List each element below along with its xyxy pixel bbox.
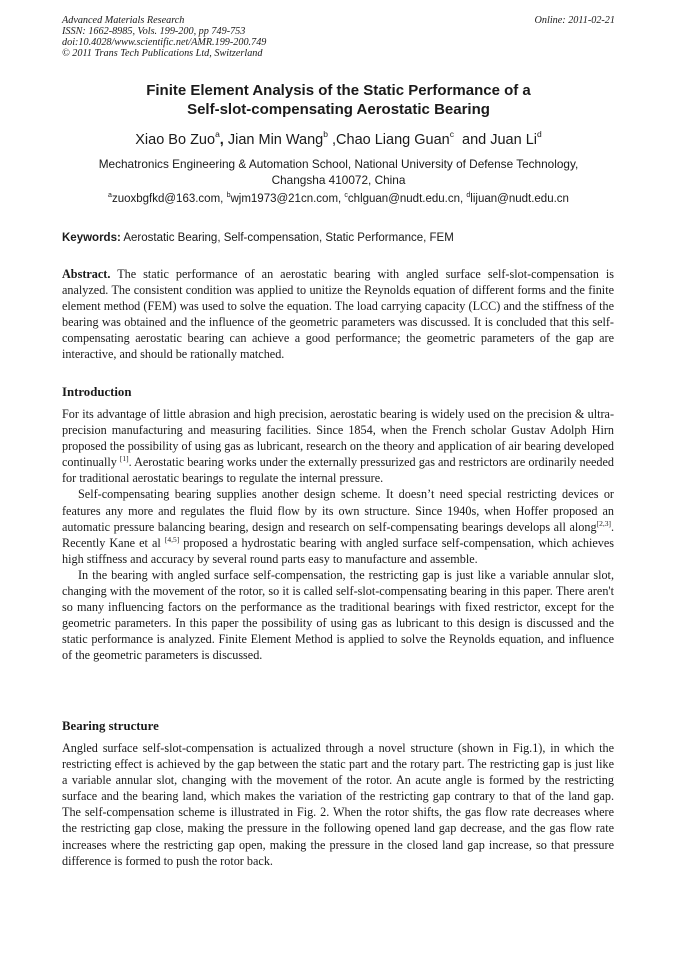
bearing-structure-body (62, 740, 614, 869)
affiliation-line-2: Changsha 410072, China (271, 172, 406, 187)
email-address[interactable]: wjm1973@21cn.com (230, 193, 339, 205)
title-line-2: Self-slot-compensating Aerostatic Bearing (187, 101, 490, 118)
paragraph (62, 486, 614, 566)
author-affil-mark: d (537, 129, 542, 139)
email-address[interactable]: lijuan@nudt.edu.cn (470, 193, 569, 205)
section-heading-bearing-structure: Bearing structure (62, 719, 159, 733)
email-separator: , (220, 193, 227, 205)
paragraph (62, 406, 614, 486)
paragraph: Angled surface self-slot-compensation is actualized through a novel structure (shown in Fig.1), in which the restricting effect is achieved by the gap between the static part and the rotary part. The restricting gap is just like a variable annular slot, changing with the movement of the rotor. An acute angle is formed by the restricting surface and the bearing land, which makes the variation of the restricting gap contrary to that of the land gap. The self-compensation scheme is illustrated in Fig. 2. When the rotor shifts, the gas flow rate decreases where the restricting gap close, making the pressure in the following opened land gap decrease, and the gas flow rate increases where the restricting gap open, making the pressure in the closed land gap increase, so that pressure difference is formed to push the rotor back. (62, 741, 614, 868)
citation[interactable]: [4,5] (164, 534, 180, 544)
author-name: Chao Liang Guan (336, 132, 450, 148)
email-list (62, 191, 615, 207)
email-mark: a (108, 192, 112, 199)
paragraph: In the bearing with angled surface self-compensation, the restricting gap is just like a variable annular slot, changing with the movement of the rotor, so it is called self-slot-compensating bearing in this paper. There aren't so many influencing factors on the performance as the traditional bearings with fixed restrictor, except for the geometric parameters. In this paper the possibility of using gas as lubricant to this design is discussed and the static performance is analyzed. Finite Element Method is applied to solve the Reynolds equation, and influence of the geometric parameters is discussed. (62, 567, 614, 663)
paragraph-text: . Recently Kane et al (62, 519, 614, 550)
author-name: Juan Li (490, 132, 537, 148)
journal-copyright: © 2011 Trans Tech Publications Ltd, Switzerland (62, 48, 263, 59)
email-address[interactable]: zuoxbgfkd@163.com (111, 193, 221, 205)
author-affil-mark: a (215, 129, 220, 139)
journal-name: Advanced Materials Research (62, 15, 185, 26)
author-affil-mark: b (323, 129, 328, 139)
affiliation (62, 157, 615, 188)
paper-title (62, 81, 615, 119)
email-mark: d (466, 192, 471, 199)
online-date: Online: 2011-02-21 (534, 15, 615, 26)
email-mark: b (226, 192, 231, 199)
abstract-label: Abstract. (62, 267, 111, 281)
paragraph-text: Self-compensating bearing supplies another design scheme. It doesn’t need special restricting devices or features any more and regulates the fluid flow by its own structure. Since 1940s, when Hoffer proposed an automatic pressure balancing bearing, design and research on self-compensating bearings develops all along (62, 487, 614, 534)
paragraph-text: proposed a hydrostatic bearing with angled surface self-compensation, which achieves high stiffness and accuracy by several round parts easy to manufacture and assemble. (62, 535, 614, 566)
author-separator: , (327, 132, 337, 148)
abstract-text: The static performance of an aerostatic bearing with angled surface self-slot-compensation is analyzed. The consistent condition was applied to unitize the Reynolds equation of different forms and the finite element method (FEM) was used to solve the equation. The load carrying capacity (LCC) and the stiffness of the bearing was obtained and the influence of the geometric parameters was discussed. It is concluded that this self-compensating aerostatic bearing can achieve a good performance; the geometric parameters of the gap are interactive, and should be rationally matched. (62, 267, 614, 362)
keywords-text: Aerostatic Bearing, Self-compensation, Static Performance, FEM (120, 232, 454, 244)
section-heading-introduction: Introduction (62, 385, 132, 399)
abstract (62, 266, 614, 363)
keywords-label: Keywords: (62, 232, 121, 244)
citation[interactable]: [2,3] (596, 518, 611, 528)
keywords (62, 231, 615, 246)
email-mark: c (344, 192, 348, 199)
email-address[interactable]: chlguan@nudt.edu.cn (347, 193, 460, 205)
author-list (62, 130, 615, 150)
author-name: Xiao Bo Zuo (135, 132, 216, 148)
title-line-1: Finite Element Analysis of the Static Performance of a (146, 82, 531, 99)
paragraph-text: For its advantage of little abrasion and high precision, aerostatic bearing is widely used on the precision & ultra-precision manufacturing and measuring facilities. Since 1854, when the French scholar Gustav Adolph Hirn proposed the possibility of using gas as lubricant, research on the theory and application of air bearing developed continually (62, 407, 614, 470)
journal-header (62, 15, 422, 59)
author-name: Jian Min Wang (227, 132, 324, 148)
journal-issn: ISSN: 1662-8985, Vols. 199-200, pp 749-753 (62, 26, 246, 37)
citation[interactable]: [1] (119, 454, 129, 464)
introduction-body (62, 406, 614, 664)
author-separator: , (219, 132, 228, 148)
author-separator: and (453, 132, 491, 148)
email-separator: , (460, 193, 467, 205)
paragraph-text: . Aerostatic bearing works under the externally pressurized gas and restrictors are ordinarily needed for traditional aerostatic bearings to regulate the internal pressure. (62, 455, 614, 486)
journal-doi: doi:10.4028/www.scientific.net/AMR.199-200.749 (62, 37, 267, 48)
author-affil-mark: c (449, 129, 454, 139)
email-separator: , (338, 193, 345, 205)
affiliation-line-1: Mechatronics Engineering & Automation School, National University of Defense Technology, (98, 157, 579, 171)
